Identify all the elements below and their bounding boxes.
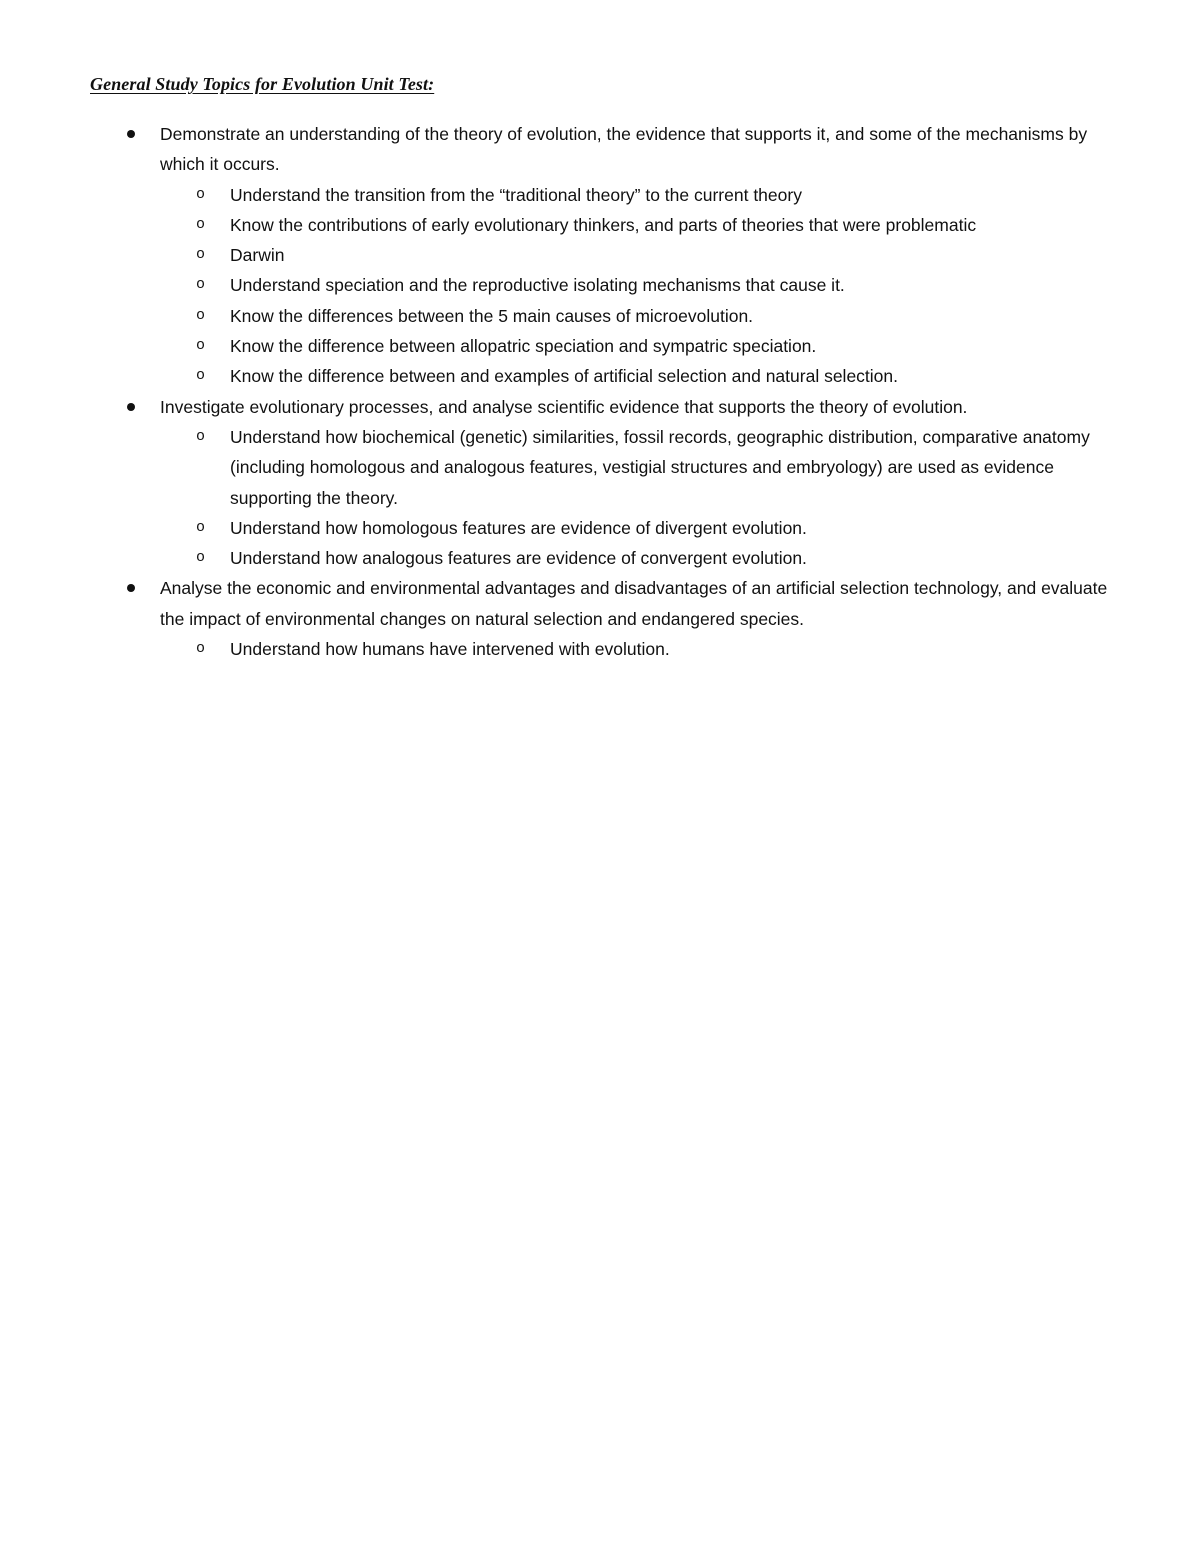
subtopic-item — [0, 240, 1130, 270]
subtopic-text: Know the contributions of early evolutionary thinkers, and parts of theories that were problematic — [230, 214, 977, 235]
topic-list — [0, 119, 1200, 664]
topic-text: Demonstrate an understanding of the theory of evolution, the evidence that supports it, and some of the mechanisms by which it occurs. — [160, 124, 1088, 175]
bullet-icon — [127, 584, 135, 592]
document-title: General Study Topics for Evolution Unit Test: — [90, 74, 435, 94]
circle-bullet-icon: o — [196, 518, 206, 536]
circle-bullet-icon: o — [196, 306, 206, 324]
subtopic-text: Know the differences between the 5 main causes of microevolution. — [230, 305, 754, 326]
topic-text: Analyse the economic and environmental advantages and disadvantages of an artificial selection technology, and evaluate the impact of environmental changes on natural selection and endangered species. — [160, 578, 1108, 629]
subtopic-text: Understand speciation and the reproductive isolating mechanisms that cause it. — [230, 275, 845, 296]
subtopic-item — [0, 422, 1130, 513]
subtopic-item — [0, 301, 1130, 331]
circle-bullet-icon: o — [196, 276, 206, 294]
topic-item — [0, 119, 1120, 180]
topic-item — [0, 573, 1120, 634]
subtopic-item — [0, 513, 1130, 543]
subtopic-text: Darwin — [230, 245, 285, 266]
subtopic-item — [0, 180, 1130, 210]
subtopic-item — [0, 361, 1130, 391]
subtopic-text: Understand how analogous features are evidence of convergent evolution. — [230, 548, 807, 569]
circle-bullet-icon: o — [196, 215, 206, 233]
subtopic-text: Understand how humans have intervened with evolution. — [230, 639, 670, 660]
subtopic-text: Understand the transition from the “traditional theory” to the current theory — [230, 184, 802, 205]
circle-bullet-icon: o — [196, 640, 206, 658]
bullet-icon — [127, 403, 135, 411]
topic-item — [0, 392, 1120, 422]
circle-bullet-icon: o — [196, 246, 206, 264]
subtopic-text: Know the difference between allopatric speciation and sympatric speciation. — [230, 336, 817, 357]
circle-bullet-icon: o — [196, 549, 206, 567]
subtopic-item — [0, 270, 1130, 300]
subtopic-item — [0, 634, 1130, 664]
circle-bullet-icon: o — [196, 185, 206, 203]
subtopic-text: Understand how homologous features are evidence of divergent evolution. — [230, 517, 807, 538]
subtopic-text: Know the difference between and examples of artificial selection and natural selection. — [230, 366, 898, 387]
subtopic-text: Understand how biochemical (genetic) similarities, fossil records, geographic distribution, comparative anatomy (including homologous and analogous features, vestigial structures and embryology) are used as evidence supporting the theory. — [230, 426, 1090, 508]
circle-bullet-icon: o — [196, 367, 206, 385]
topic-text: Investigate evolutionary processes, and analyse scientific evidence that supports the theory of evolution. — [160, 396, 968, 417]
bullet-icon — [127, 130, 135, 138]
circle-bullet-icon: o — [196, 427, 206, 445]
circle-bullet-icon: o — [196, 337, 206, 355]
subtopic-item — [0, 331, 1130, 361]
subtopic-item — [0, 543, 1130, 573]
subtopic-item — [0, 210, 1130, 240]
